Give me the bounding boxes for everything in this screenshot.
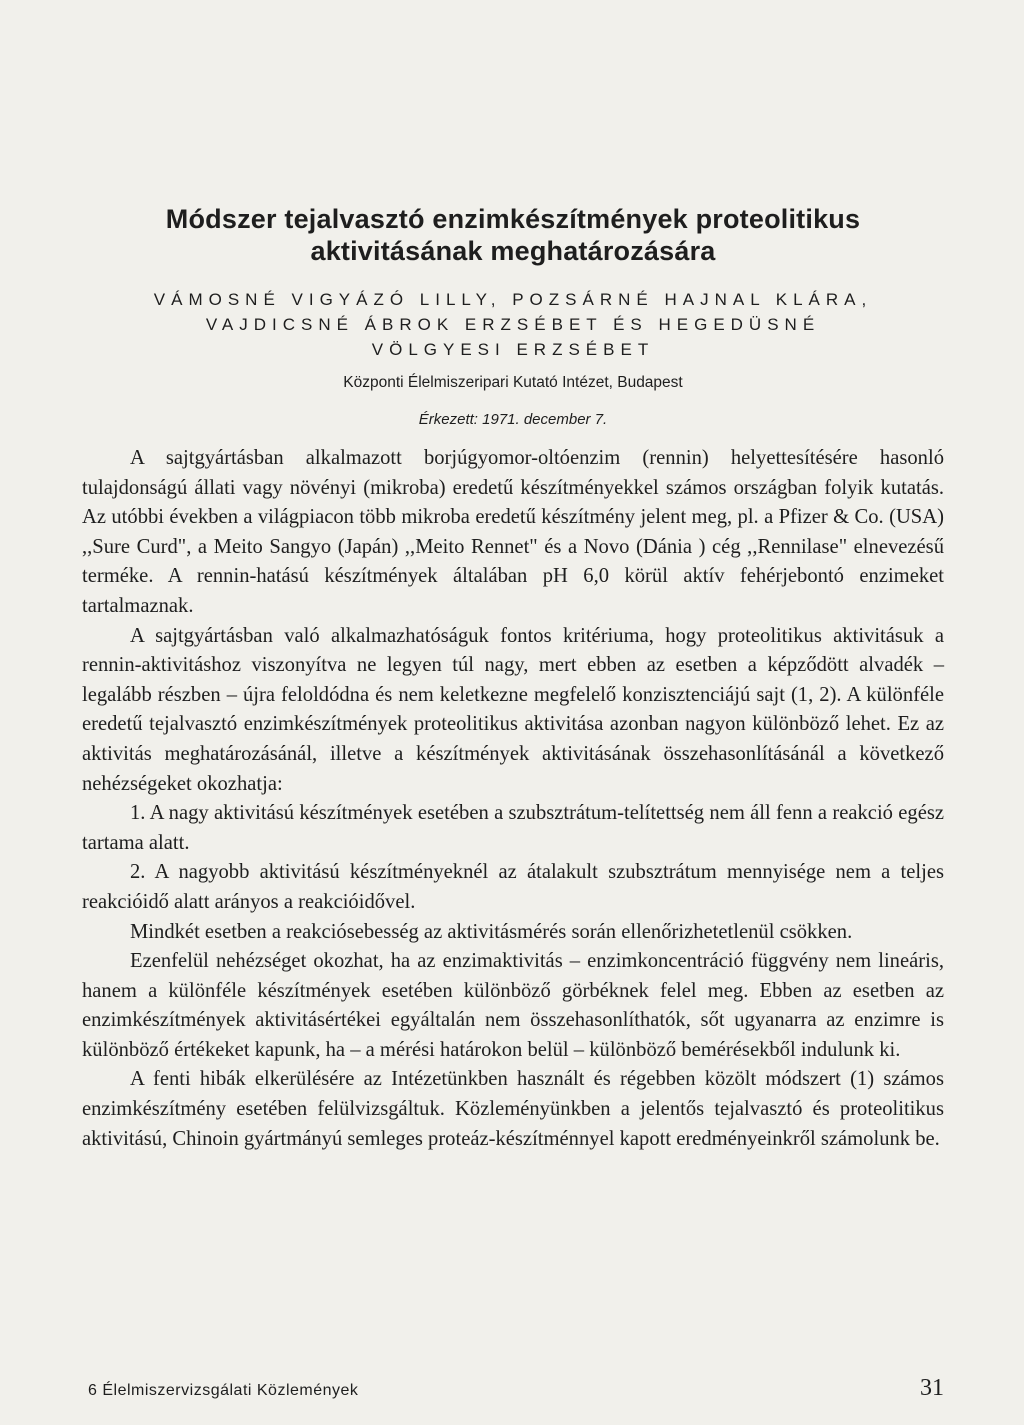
paragraph: Mindkét esetben a reakciósebesség az aktivitásmérés során ellenőrizhetetlenül csökken.	[130, 920, 853, 943]
paragraph: 1. A nagy aktivitású készítmények esetében a szubsztrátum-telítettség nem áll fenn a reakció egész tartama alatt.	[82, 802, 944, 854]
article	[82, 195, 944, 1154]
paragraph: A fenti hibák elkerülésére az Intézetünkben használt és régebben közölt módszert (1) számos enzimkészítmény esetében felülvizsgáltuk. Közleményünkben a jelentős tejalvasztó és proteolitikus aktivitású, Chinoin gyártmányú semleges proteáz-készítménnyel kapott eredményeinkről számolunk be.	[82, 1068, 944, 1150]
journal-name: 6 Élelmiszervizsgálati Közlemények	[88, 1382, 359, 1399]
author-line: VÁMOSNÉ VIGYÁZÓ LILLY, POZSÁRNÉ HAJNAL KLÁRA,	[153, 290, 873, 309]
page-number: 31	[920, 1375, 944, 1401]
article-title: Módszer tejalvasztó enzimkészítmények proteolitikus aktivitásának meghatározására	[165, 204, 861, 266]
article-body	[82, 444, 944, 1154]
author-list	[82, 287, 944, 362]
paragraph: A sajtgyártásban való alkalmazhatóságuk fontos kritériuma, hogy proteolitikus aktivitásuk a rennin-aktivitáshoz viszonyítva ne legyen túl nagy, mert ebben az esetben a képződött alvadék – legalább részben – újra feloldódna és nem keletkezne megfelelő konzisztenciájú sajt (1, 2). A különféle eredetű tejalvasztó enzimkészítmények proteolitikus aktivitása azonban nagyon különböző lehet. Ez az aktivitás meghatározásánál, illetve a készítmények aktivitásának összehasonlításánál a következő nehézségeket okozhatja:	[82, 624, 944, 795]
page-footer	[88, 1375, 944, 1402]
author-line: VÖLGYESI ERZSÉBET	[371, 340, 655, 359]
author-line: VAJDICSNÉ ÁBROK ERZSÉBET ÉS HEGEDÜSNÉ	[205, 315, 821, 334]
institute-affiliation: Központi Élelmiszeripari Kutató Intézet, Budapest	[343, 374, 683, 391]
paragraph: Ezenfelül nehézséget okozhat, ha az enzimaktivitás – enzimkoncentráció függvény nem lineáris, hanem a különféle készítmények esetében különböző görbéknek felel meg. Ebben az esetben az enzimkészítmények aktivitásértékei egyáltalán nem összehasonlíthatók, sőt ugyanarra az enzimre is különböző értékeket kapunk, ha – a mérési határokon belül – különböző bemérésekből indulunk ki.	[82, 950, 944, 1061]
received-date: Érkezett: 1971. december 7.	[418, 411, 608, 428]
paragraph: 2. A nagyobb aktivitású készítményeknél az átalakult szubsztrátum mennyisége nem a teljes reakcióidő alatt arányos a reakcióidővel.	[82, 861, 944, 913]
paragraph: A sajtgyártásban alkalmazott borjúgyomor-oltóenzim (rennin) helyettesítésére hasonló tulajdonságú állati vagy növényi (mikroba) eredetű készítményekkel számos országban folyik kutatás. Az utóbbi években a világpiacon több mikroba eredetű készítmény jelent meg, pl. a Pfizer & Co. (USA) ,,Sure Curd", a Meito Sangyo (Japán) ,,Meito Rennet" és a Novo (Dánia ) cég ,,Rennilase" elnevezésű terméke. A rennin-hatású készítmények általában pH 6,0 körül aktív fehérjebontó enzimeket tartalmaznak.	[82, 447, 944, 617]
